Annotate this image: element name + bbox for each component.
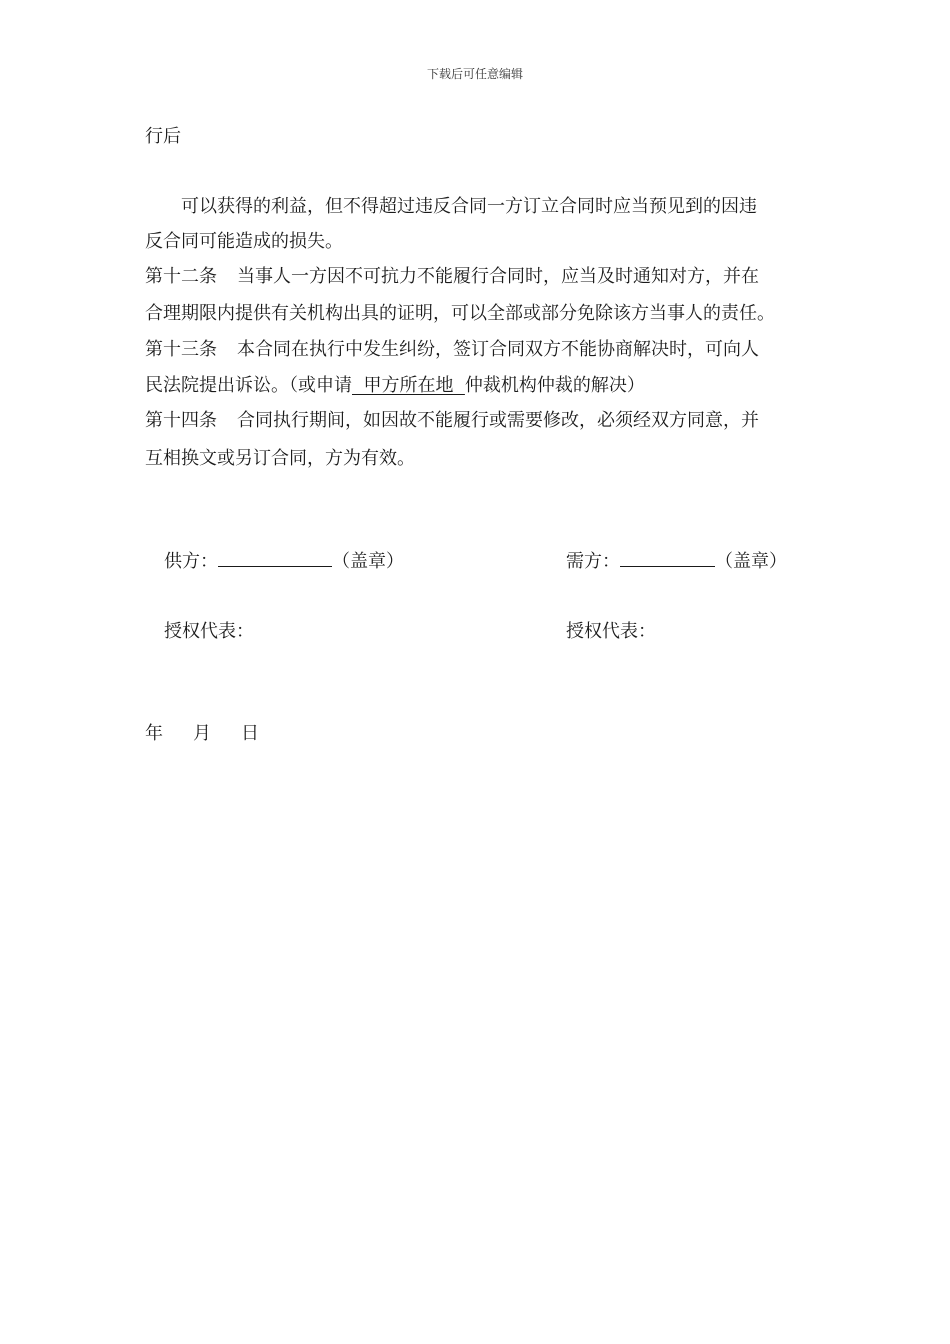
date-month: 月 bbox=[193, 723, 211, 744]
date-line bbox=[145, 722, 259, 746]
supplier-representative: 授权代表： bbox=[164, 621, 254, 642]
continuation-line: 行后 bbox=[145, 126, 181, 147]
article-14-text: 合同执行期间，如因故不能履行或需要修改，必须经双方同意，并 bbox=[237, 410, 759, 431]
article-13-text-post: 仲裁机构仲裁的解决） bbox=[464, 375, 645, 396]
buyer-seal-row bbox=[566, 550, 787, 574]
buyer-seal: （盖章） bbox=[715, 551, 787, 572]
article-12-label: 第十二条 bbox=[145, 266, 217, 287]
article-14-label: 第十四条 bbox=[145, 410, 217, 431]
date-day: 日 bbox=[241, 723, 259, 744]
article-13-text: 本合同在执行中发生纠纷，签订合同双方不能协商解决时，可向人 bbox=[237, 339, 759, 360]
supplier-seal-row bbox=[164, 550, 404, 574]
paragraph-line: 反合同可能造成的损失。 bbox=[145, 231, 343, 252]
article-14-line-2: 互相换文或另订合同，方为有效。 bbox=[145, 448, 415, 469]
paragraph-line: 可以获得的利益，但不得超过违反合同一方订立合同时应当预见到的因违 bbox=[181, 196, 757, 217]
supplier-seal: （盖章） bbox=[332, 551, 404, 572]
supplier-blank bbox=[218, 550, 332, 567]
arbitration-location-field: 甲方所在地 bbox=[352, 375, 465, 396]
article-14-line-1 bbox=[145, 409, 810, 433]
article-13-line-1 bbox=[145, 338, 810, 362]
buyer-blank bbox=[620, 550, 715, 567]
supplier-label: 供方： bbox=[164, 551, 218, 572]
article-12-line-1 bbox=[145, 265, 810, 289]
article-13-text-pre: 民法院提出诉讼。（或申请 bbox=[145, 375, 352, 396]
buyer-representative: 授权代表： bbox=[566, 621, 656, 642]
article-12-line-2: 合理期限内提供有关机构出具的证明，可以全部或部分免除该方当事人的责任。 bbox=[145, 303, 775, 324]
date-year: 年 bbox=[145, 723, 163, 744]
article-12-text: 当事人一方因不可抗力不能履行合同时，应当及时通知对方，并在 bbox=[237, 266, 759, 287]
article-13-line-2 bbox=[145, 374, 810, 398]
buyer-label: 需方： bbox=[566, 551, 620, 572]
page-header: 下载后可任意编辑 bbox=[426, 67, 523, 81]
article-13-label: 第十三条 bbox=[145, 339, 217, 360]
